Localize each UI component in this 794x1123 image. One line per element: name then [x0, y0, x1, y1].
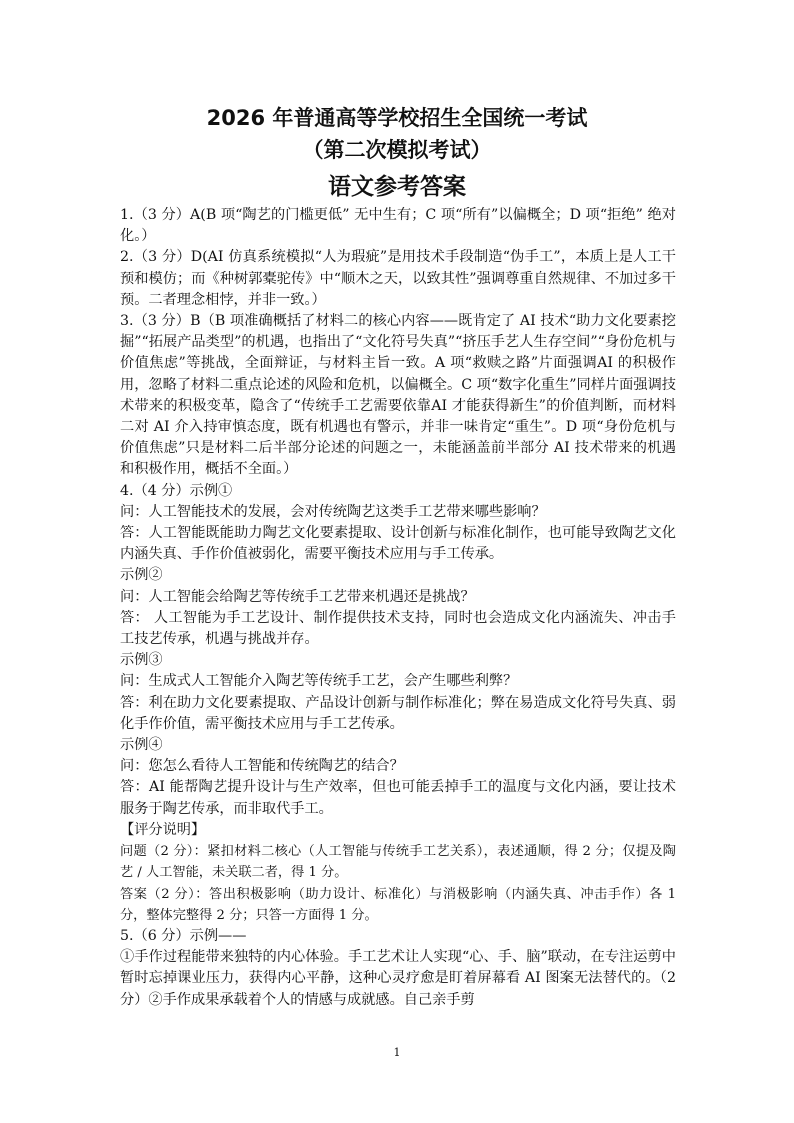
example-2-question: 问：人工智能会给陶艺等传统手工艺带来机遇还是挑战？	[120, 588, 475, 605]
scoring-question-rule: 问题（2 分）：紧扣材料二核心（人工智能与传统手工艺关系），表述通顺，得 2 分；仅提及陶艺 / 人工智能，未关联二者，得 1 分。	[120, 844, 676, 881]
exam-title: 2026 年普通高等学校招生全国统一考试	[206, 106, 588, 130]
answer-q5-body: ①手作过程能带来独特的内心体验。手工艺术让人实现“心、手、脑”联动，在专注运剪中暂时忘掉课业压力，获得内心平静，这种心灵疗愈是盯着屏幕看 AI 图案无法替代的。（2 分）②手作成果承载着个人的情感与成就感。自己亲手剪	[120, 949, 676, 1008]
scoring-answer-rule: 答案（2 分）：答出积极影响（助力设计、标准化）与消极影响（内涵失真、冲击手作）各 1 分，整体完整得 2 分；只答一方面得 1 分。	[120, 886, 676, 923]
example-3-answer: 答：利在助力文化要素提取、产品设计创新与制作标准化；弊在易造成文化符号失真、弱化手作价值，需平衡技术应用与手工艺传承。	[120, 694, 676, 732]
example-2-answer: 答： 人工智能为手工艺设计、制作提供技术支持，同时也会造成文化内涵流失、冲击手工技艺传承，机遇与挑战并存。	[120, 609, 676, 648]
example-4-question: 问：您怎么看待人工智能和传统陶艺的结合？	[120, 758, 404, 775]
title-block	[0, 103, 794, 207]
example-2-heading: 示例②	[120, 567, 163, 584]
answer-key-title: 语文参考答案	[328, 174, 466, 200]
answer-q5-heading: 5.（6 分）示例——	[120, 927, 247, 944]
answer-q2: 2.（3 分）D(AI 仿真系统模拟“人为瑕疵”是用技术手段制造“伪手工”，本质上是人工干预和模仿；而《种树郭橐驼传》中“顺木之天，以致其性”强调尊重自然规律、不加过多干预。二者理念相悖，并非一致。）	[120, 249, 676, 308]
scoring-heading: 【评分说明】	[120, 821, 206, 838]
example-1-question: 问：人工智能技术的发展，会对传统陶艺这类手工艺带来哪些影响？	[120, 503, 546, 520]
example-3-question: 问：生成式人工智能介入陶艺等传统手工艺，会产生哪些利弊？	[120, 673, 518, 690]
example-1-answer: 答：人工智能既能助力陶艺文化要素提取、设计创新与标准化制作，也可能导致陶艺文化内涵失真、手作价值被弱化，需要平衡技术应用与手工传承。	[120, 525, 676, 563]
answer-q4-heading: 4.（4 分）示例①	[120, 482, 233, 499]
exam-subtitle: （第二次模拟考试）	[302, 138, 492, 162]
answer-q3: 3.（3 分）B（B 项准确概括了材料二的核心内容——既肯定了 AI 技术“助力文化要素挖掘”“拓展产品类型”的机遇，也指出了“文化符号失真”“挤压手艺人生存空间”“身份危机与价值焦虑”等挑战，全面辩证，与材料主旨一致。A 项“救赎之路”片面强调AI 的积极作用，忽略了材料二重点论述的风险和危机，以偏概全。C 项“数字化重生”同样片面强调技术带来的积极变革，隐含了“传统手工艺需要依靠AI 才能获得新生”的价值判断，而材料二对 AI 介入持审慎态度，既有机遇也有警示，并非一味肯定“重生”。D 项“身份危机与价值焦虑”只是材料二后半部分论述的问题之一，未能涵盖前半部分 AI 技术带来的机遇和积极作用，概括不全面。）	[120, 313, 676, 478]
answer-q1: 1.（3 分）A(B 项“陶艺的门槛更低” 无中生有；C 项“所有”以偏概全；D 项“拒绝” 绝对化。）	[120, 207, 676, 245]
answer-content	[120, 205, 676, 1011]
example-3-heading: 示例③	[120, 652, 163, 669]
example-4-answer: 答：AI 能帮陶艺提升设计与生产效率，但也可能丢掉手工的温度与文化内涵，要让技术服务于陶艺传承，而非取代手工。	[120, 779, 676, 817]
example-4-heading: 示例④	[120, 737, 163, 754]
page-number: 1	[393, 1046, 401, 1059]
